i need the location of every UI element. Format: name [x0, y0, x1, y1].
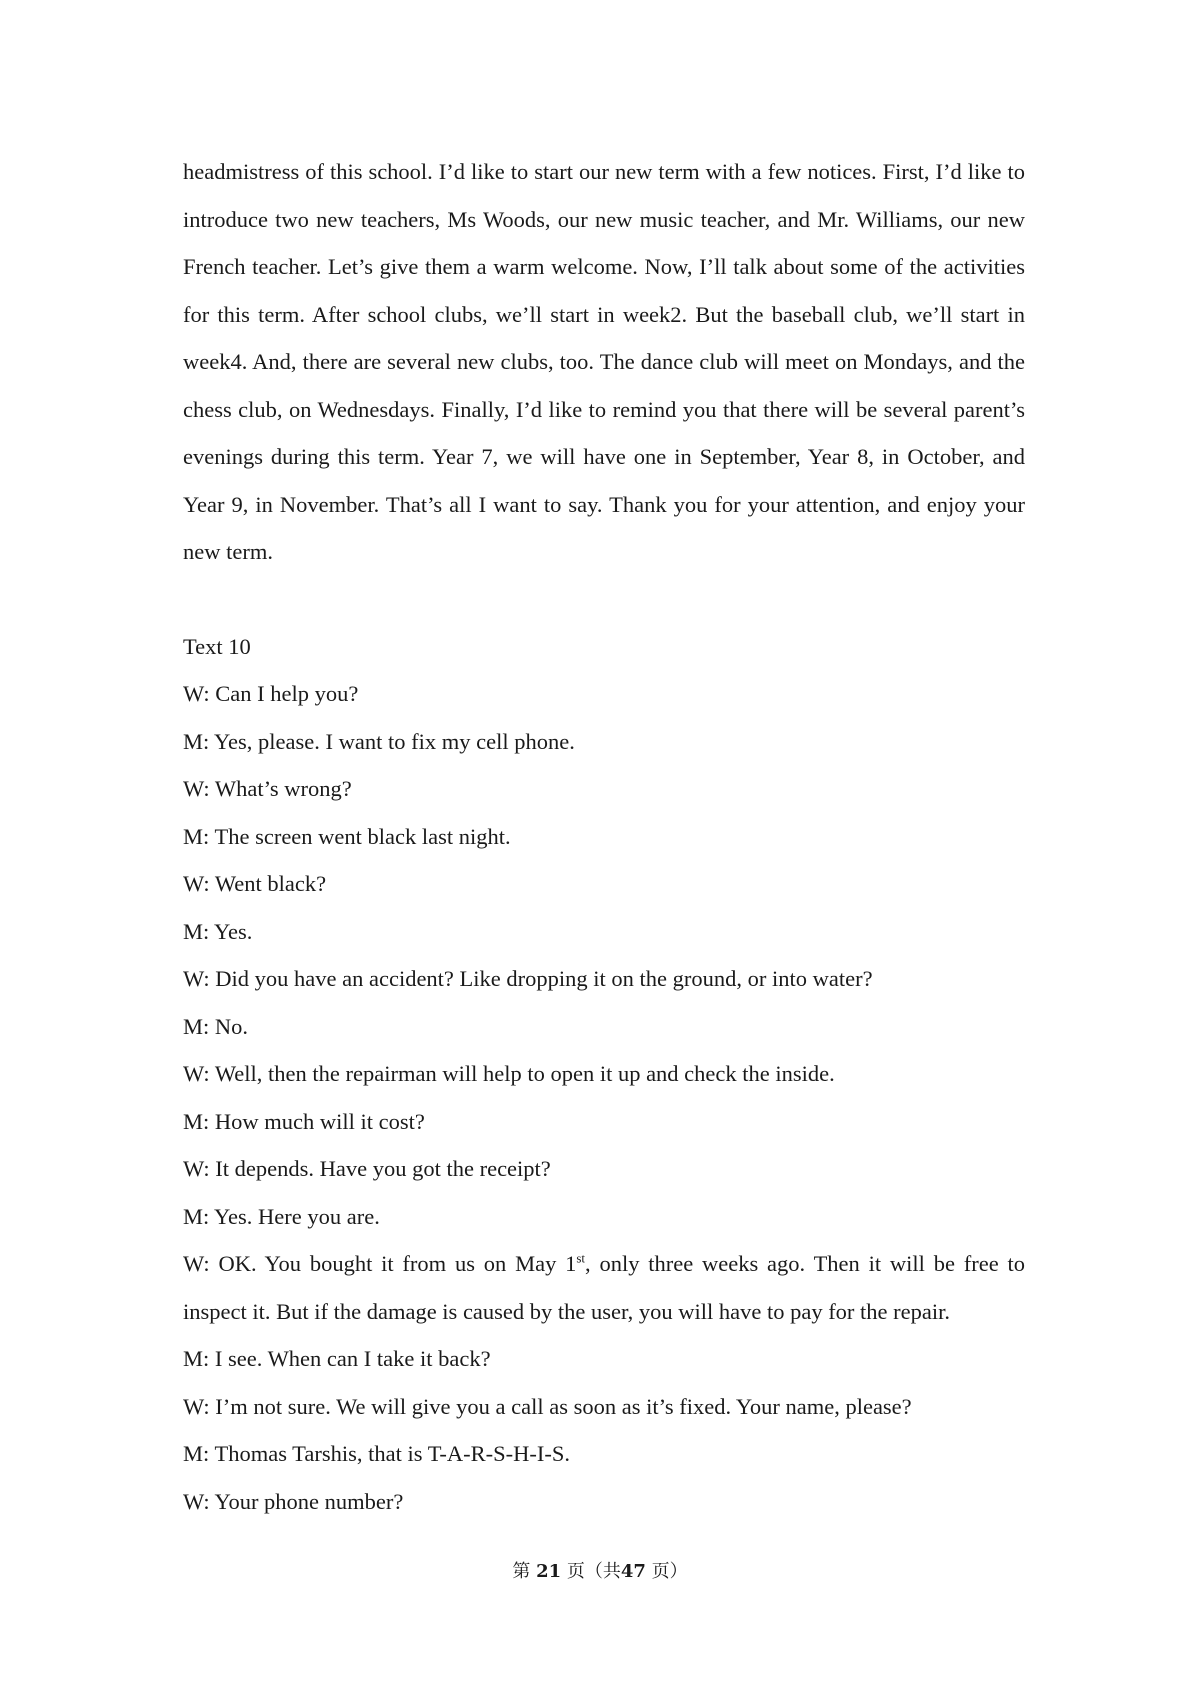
dialogue-line-ok [183, 1240, 1025, 1335]
page-content [183, 148, 1025, 1525]
footer-suffix: 页） [651, 1561, 688, 1582]
dialogue-line: M: Yes. [183, 918, 253, 944]
page-footer [0, 1557, 1200, 1583]
dialogue-line: W: I’m not sure. We will give you a call as soon as it’s fixed. Your name, please? [183, 1393, 912, 1419]
current-page-number: 21 [536, 1561, 562, 1582]
ordinal-suffix: st [576, 1250, 586, 1266]
dialogue-line: M: The screen went black last night. [183, 823, 511, 849]
dialogue-line: W: Did you have an accident? Like dropping it on the ground, or into water? [183, 966, 873, 991]
dialogue-line: M: How much will it cost? [183, 1108, 425, 1134]
dialogue-line: W: Your phone number? [183, 1488, 404, 1514]
dialogue-line: W: What’s wrong? [183, 776, 352, 801]
total-pages-number: 47 [620, 1561, 646, 1582]
footer-middle: 页（共 [566, 1561, 621, 1582]
dialogue-line: W: Can I help you? [183, 681, 359, 706]
intro-paragraph: headmistress of this school. I’d like to start our new term with a few notices. First, I’d like to introduce two new teachers, Ms Woods, our new music teacher, and Mr. Williams, our new French teacher. Let’s give them a warm welcome. Now, I’ll talk about some of the activities for this term. After school clubs, we’ll start in week2. But the baseball club, we’ll start in week4. And, there are several new clubs, too. The dance club will meet on Mondays, and the chess club, on Wednesdays. Finally, I’d like to remind you that there will be several parent’s evenings during this term. Year 7, we will have one in September, Year 8, in October, and Year 9, in November. That’s all I want to say. Thank you for your attention, and enjoy your new term. [183, 159, 1025, 564]
ok-line-end: , only three weeks ago. Then it will be free to inspect it. But if the damage is caused by the user, you will have to pay for the repair. [183, 1251, 1025, 1324]
dialogue-line: M: No. [183, 1013, 249, 1039]
dialogue-line: M: I see. When can I take it back? [183, 1346, 491, 1371]
ok-line-start: W: OK. You bought it from us on May 1 [183, 1251, 577, 1276]
dialogue-line: W: Went black? [183, 871, 327, 896]
dialogue [183, 670, 1025, 1525]
dialogue-line: M: Yes. Here you are. [183, 1203, 380, 1229]
dialogue-line: W: Well, then the repairman will help to open it up and check the inside. [183, 1061, 835, 1086]
section-title: Text 10 [183, 633, 251, 659]
footer-prefix: 第 [512, 1561, 531, 1582]
dialogue-line: M: Yes, please. I want to fix my cell phone. [183, 728, 575, 754]
dialogue-line: M: Thomas Tarshis, that is T-A-R-S-H-I-S. [183, 1441, 570, 1466]
dialogue-line: W: It depends. Have you got the receipt? [183, 1156, 551, 1181]
